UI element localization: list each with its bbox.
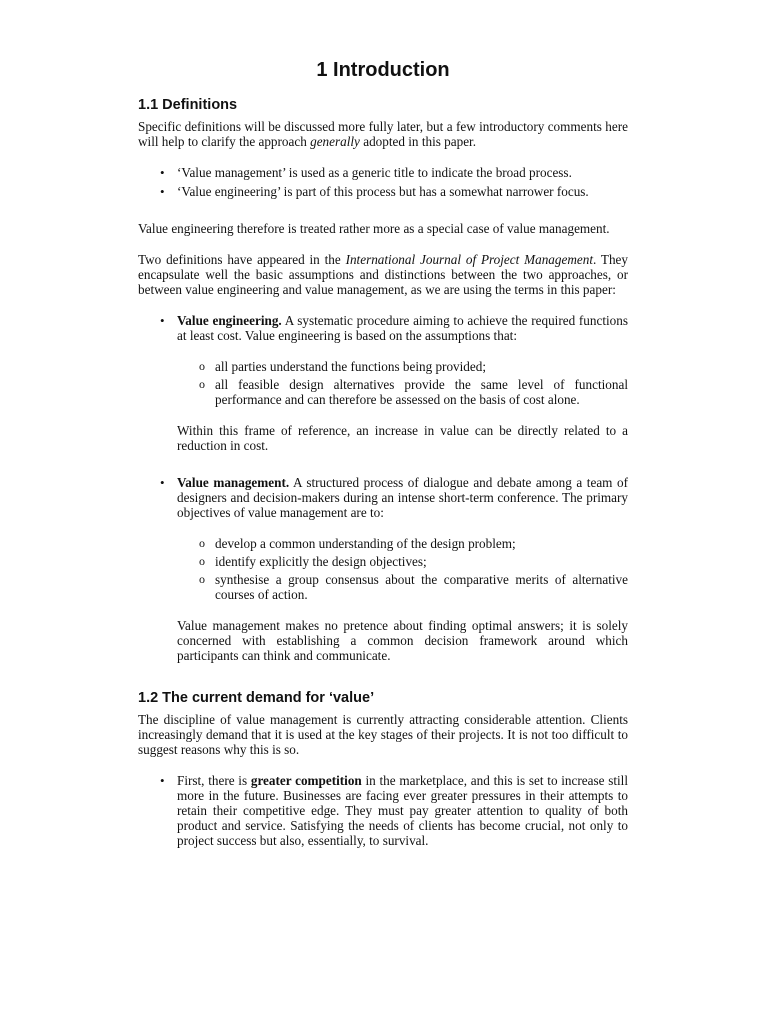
- text-run-italic: generally: [310, 134, 360, 149]
- list-item: [138, 475, 628, 520]
- list-item: [138, 554, 628, 569]
- vm-objectives-list: [138, 536, 628, 602]
- list-item: [138, 536, 628, 551]
- list-item-text: ‘Value engineering’ is part of this process but has a somewhat narrower focus.: [177, 184, 589, 199]
- section-heading-current-demand: 1.2 The current demand for ‘value’: [138, 690, 375, 706]
- list-item: [138, 313, 628, 343]
- list-item-text: identify explicitly the design objectives;: [215, 554, 427, 569]
- text-run: in the marketplace, and this is set to increase still more in the future. Businesses are facing ever greater pressures in their attempts to retain their competitive edge. They must pay greater attention to quality of both product and service. Satisfying the needs of clients has become crucial, not only to project success but also, essentially, to survival.: [177, 773, 628, 848]
- list-item: [138, 359, 628, 374]
- circle-bullet-icon: o: [199, 536, 205, 550]
- definitions-list: [138, 165, 628, 199]
- journal-title: International Journal of Project Management: [345, 252, 593, 267]
- list-item: [138, 377, 628, 407]
- text-run: . They encapsulate well the basic assumptions and distinctions between the two approaches, or between value engineering and value management, as we are using the terms in this paper:: [138, 252, 628, 297]
- text-run: Specific definitions will be discussed more fully later, but a few introductory comments here will help to clarify the approach: [138, 119, 628, 149]
- ve-assumptions-list: [138, 359, 628, 407]
- circle-bullet-icon: o: [199, 359, 205, 373]
- paragraph-vm-framework: Value management makes no pretence about finding optimal answers; it is solely concerned with establishing a common decision framework around which participants can think and communicate.: [177, 618, 628, 663]
- bullet-icon: •: [160, 184, 165, 199]
- bullet-icon: •: [160, 773, 165, 788]
- bullet-icon: •: [160, 475, 165, 490]
- circle-bullet-icon: o: [199, 572, 205, 586]
- list-item: [138, 184, 628, 199]
- list-item: [138, 165, 628, 180]
- bullet-icon: •: [160, 165, 165, 180]
- circle-bullet-icon: o: [199, 554, 205, 568]
- term-definition: A structured process of dialogue and debate among a team of designers and decision-makers during an intense short-term conference. The primary objectives of value management are to:: [177, 475, 628, 520]
- list-item-text: ‘Value management’ is used as a generic title to indicate the broad process.: [177, 165, 572, 180]
- list-item-text: all parties understand the functions being provided;: [215, 359, 487, 374]
- document-body: [138, 58, 628, 848]
- list-item: [138, 572, 628, 602]
- value-engineering-item: [138, 313, 628, 343]
- paragraph-demand-intro: The discipline of value management is currently attracting considerable attention. Clients increasingly demand that it is used at the key stages of their projects. It is not too difficult to suggest reasons why this is so.: [138, 712, 628, 757]
- paragraph-intro: [138, 119, 628, 149]
- term-label: Value management.: [177, 475, 290, 490]
- text-run-bold: greater competition: [250, 773, 362, 788]
- page-title: 1 Introduction: [316, 59, 450, 81]
- term-label: Value engineering.: [177, 313, 282, 328]
- paragraph-ve-special-case: Value engineering therefore is treated rather more as a special case of value management.: [138, 221, 610, 236]
- circle-bullet-icon: o: [199, 377, 205, 391]
- paragraph-two-definitions: [138, 252, 628, 297]
- bullet-icon: •: [160, 313, 165, 328]
- list-item-text: all feasible design alternatives provide the same level of functional performance and can therefore be assessed on the basis of cost alone.: [215, 377, 628, 407]
- term-definition: A systematic procedure aiming to achieve the required functions at least cost. Value engineering is based on the assumptions that:: [177, 313, 628, 343]
- list-item-text: synthesise a group consensus about the comparative merits of alternative courses of action.: [215, 572, 628, 602]
- paragraph-ve-frame: Within this frame of reference, an increase in value can be directly related to a reduction in cost.: [177, 423, 628, 453]
- section-heading-definitions: 1.1 Definitions: [138, 97, 238, 113]
- text-run: First, there is: [177, 773, 251, 788]
- text-run: adopted in this paper.: [359, 134, 477, 149]
- demand-reasons-list: [138, 773, 628, 848]
- text-run: Two definitions have appeared in the: [138, 252, 346, 267]
- list-item-text: develop a common understanding of the design problem;: [215, 536, 516, 551]
- value-management-item: [138, 475, 628, 520]
- list-item: [138, 773, 628, 848]
